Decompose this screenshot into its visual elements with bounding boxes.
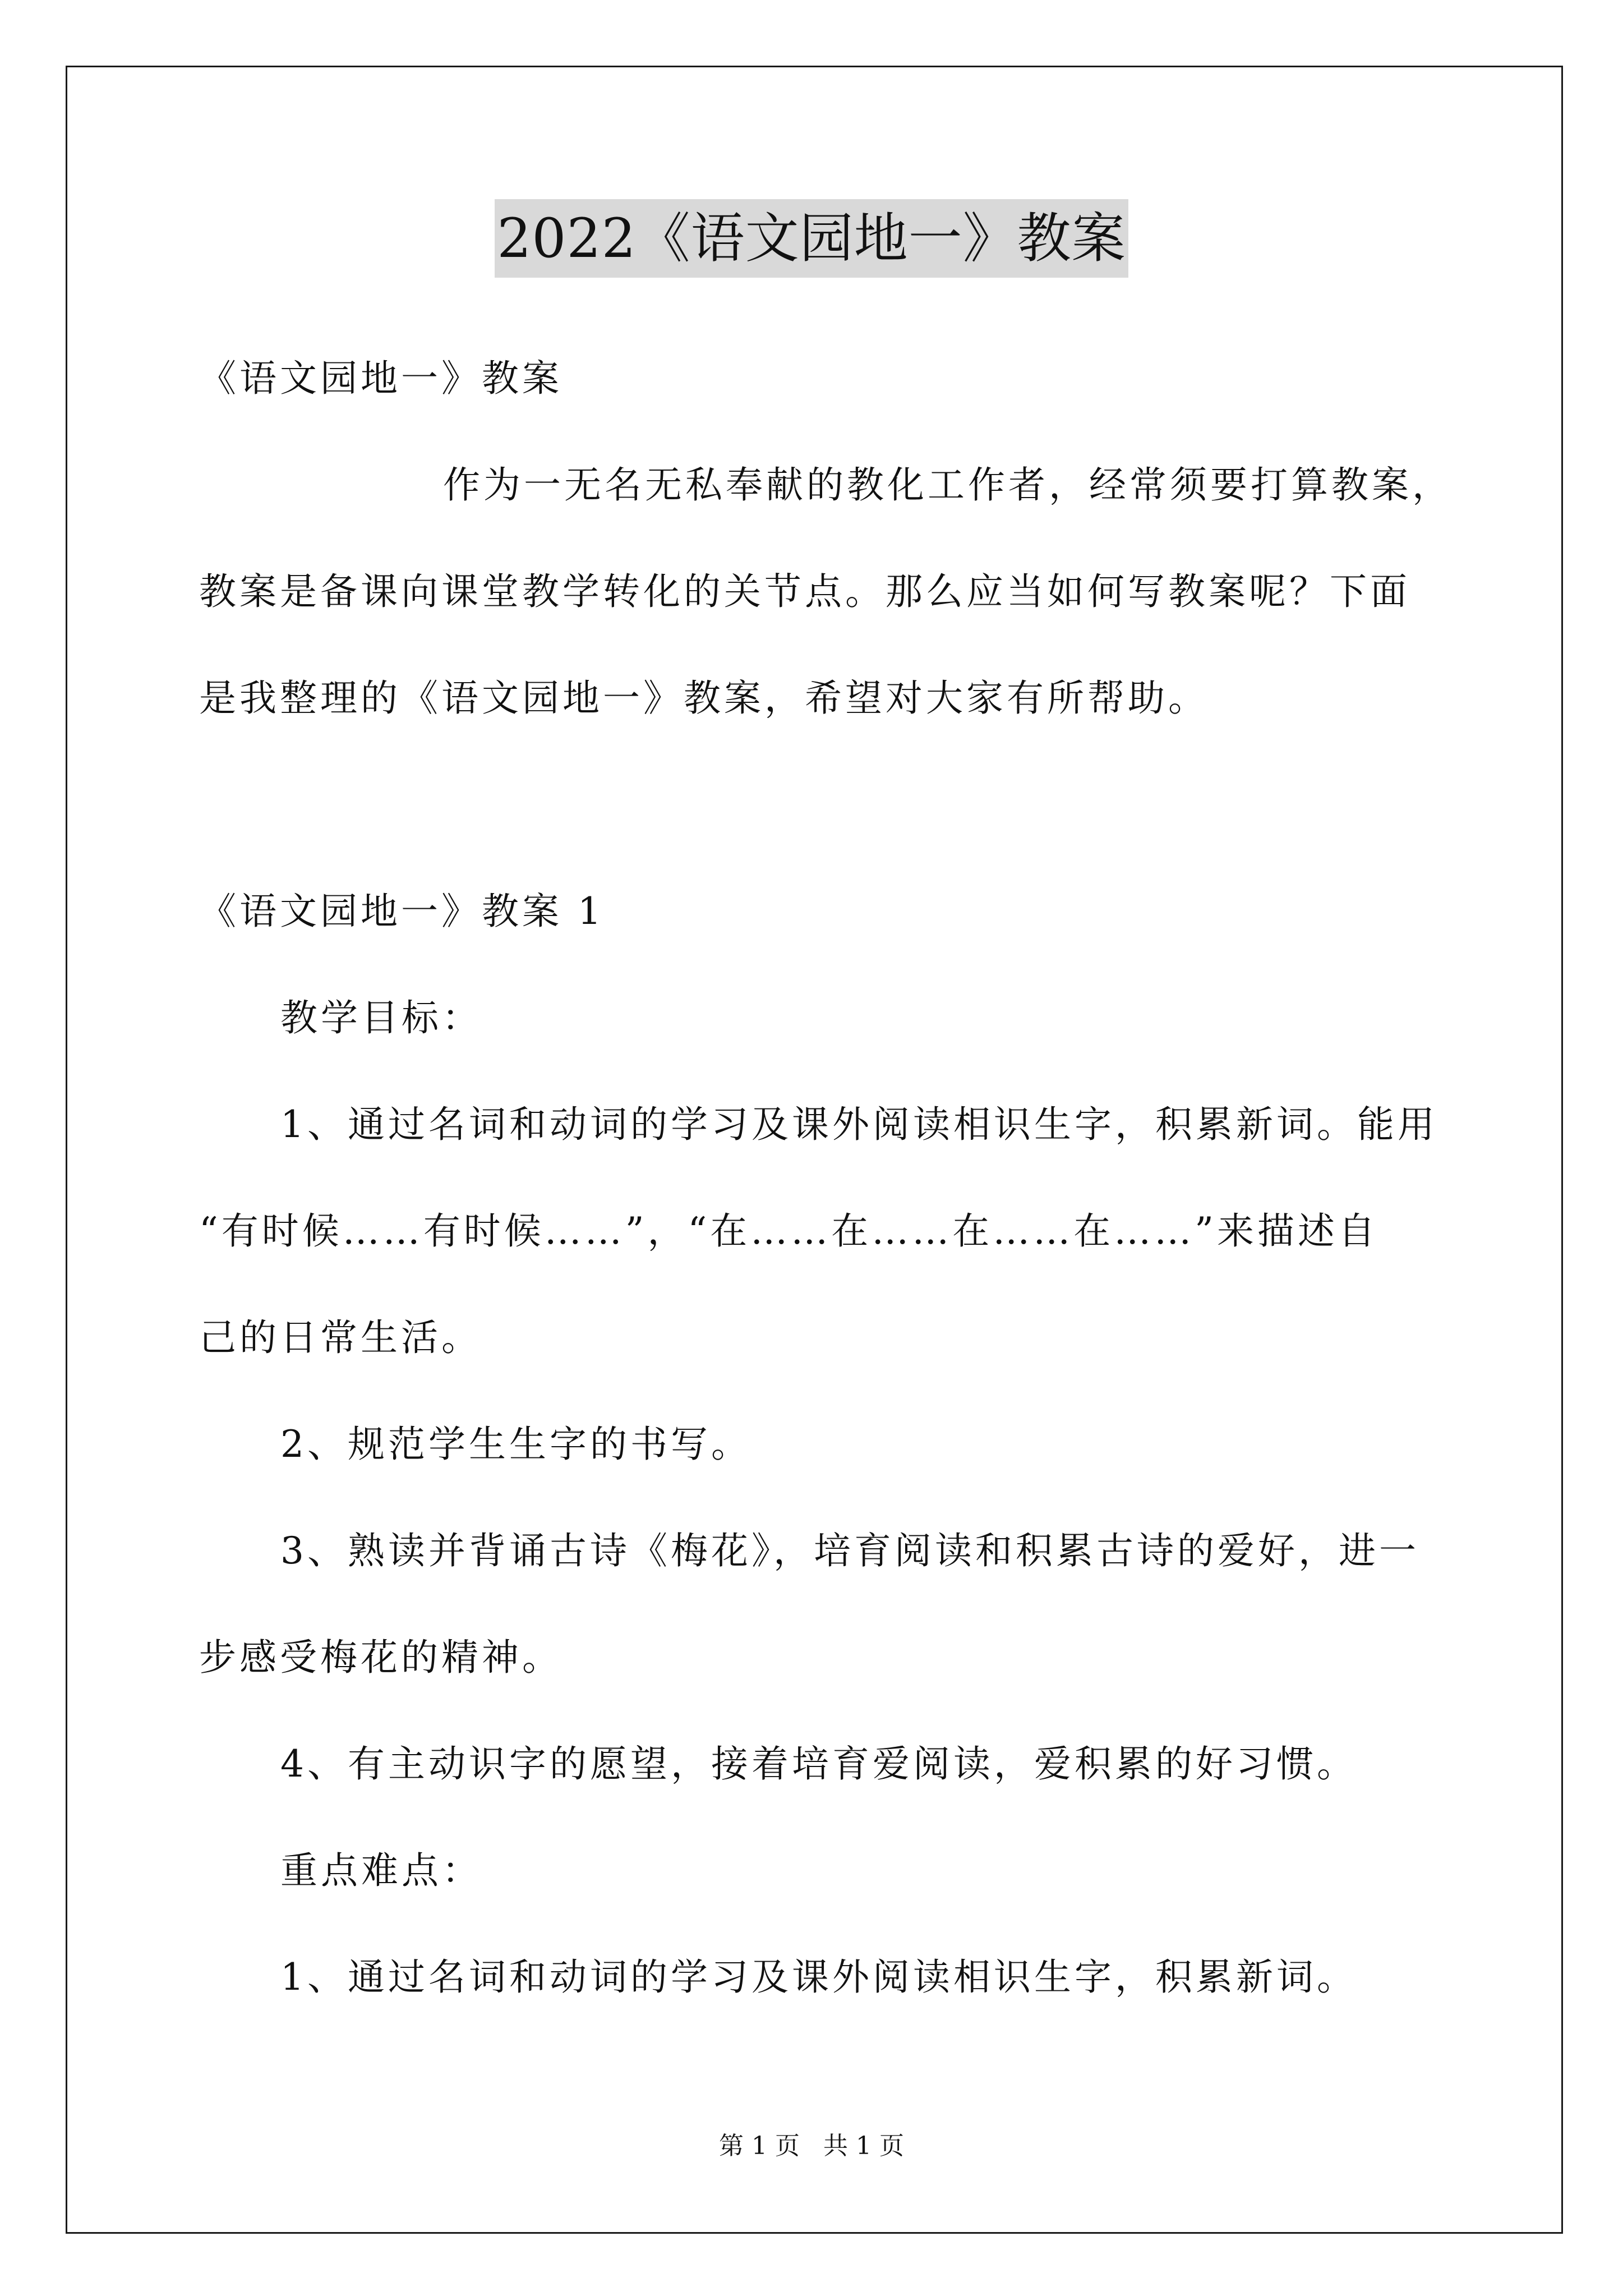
document-title: 2022《语文园地一》教案 [495, 199, 1128, 278]
paragraph-line: 作为一无名无私奉献的教化工作者，经常须要打算教案， [443, 463, 1453, 507]
list-item: 4、有主动识字的愿望，接着培育爱阅读，爱积累的好习惯。 [280, 1742, 1357, 1786]
list-item: 1、通过名词和动词的学习及课外阅读相识生字，积累新词。 [280, 1955, 1357, 1999]
paragraph-line: 教案是备课向课堂教学转化的关节点。那么应当如何写教案呢？下面 [199, 570, 1410, 613]
page-number: 第 1 页 [719, 2132, 800, 2160]
paragraph-line: 是我整理的《语文园地一》教案，希望对大家有所帮助。 [199, 677, 1209, 720]
page-total: 共 1 页 [823, 2132, 904, 2160]
title-container [0, 199, 1623, 278]
subtitle: 《语文园地一》教案 [199, 357, 562, 400]
list-item: 1、通过名词和动词的学习及课外阅读相识生字，积累新词。能用 [280, 1103, 1438, 1146]
subheading-objectives: 教学目标： [280, 996, 482, 1039]
subheading-key-points: 重点难点： [280, 1849, 482, 1892]
list-item-continued: 己的日常生活。 [199, 1316, 482, 1359]
list-item-continued: “有时候……有时候……”，“在……在……在……在……”来描述自 [199, 1209, 1378, 1253]
list-item: 2、规范学生生字的书写。 [280, 1423, 751, 1466]
list-item-continued: 步感受梅花的精神。 [199, 1636, 562, 1679]
page-footer [0, 2129, 1623, 2163]
section-heading: 《语文园地一》教案 1 [199, 890, 605, 933]
list-item: 3、熟读并背诵古诗《梅花》，培育阅读和积累古诗的爱好，进一 [280, 1529, 1419, 1572]
